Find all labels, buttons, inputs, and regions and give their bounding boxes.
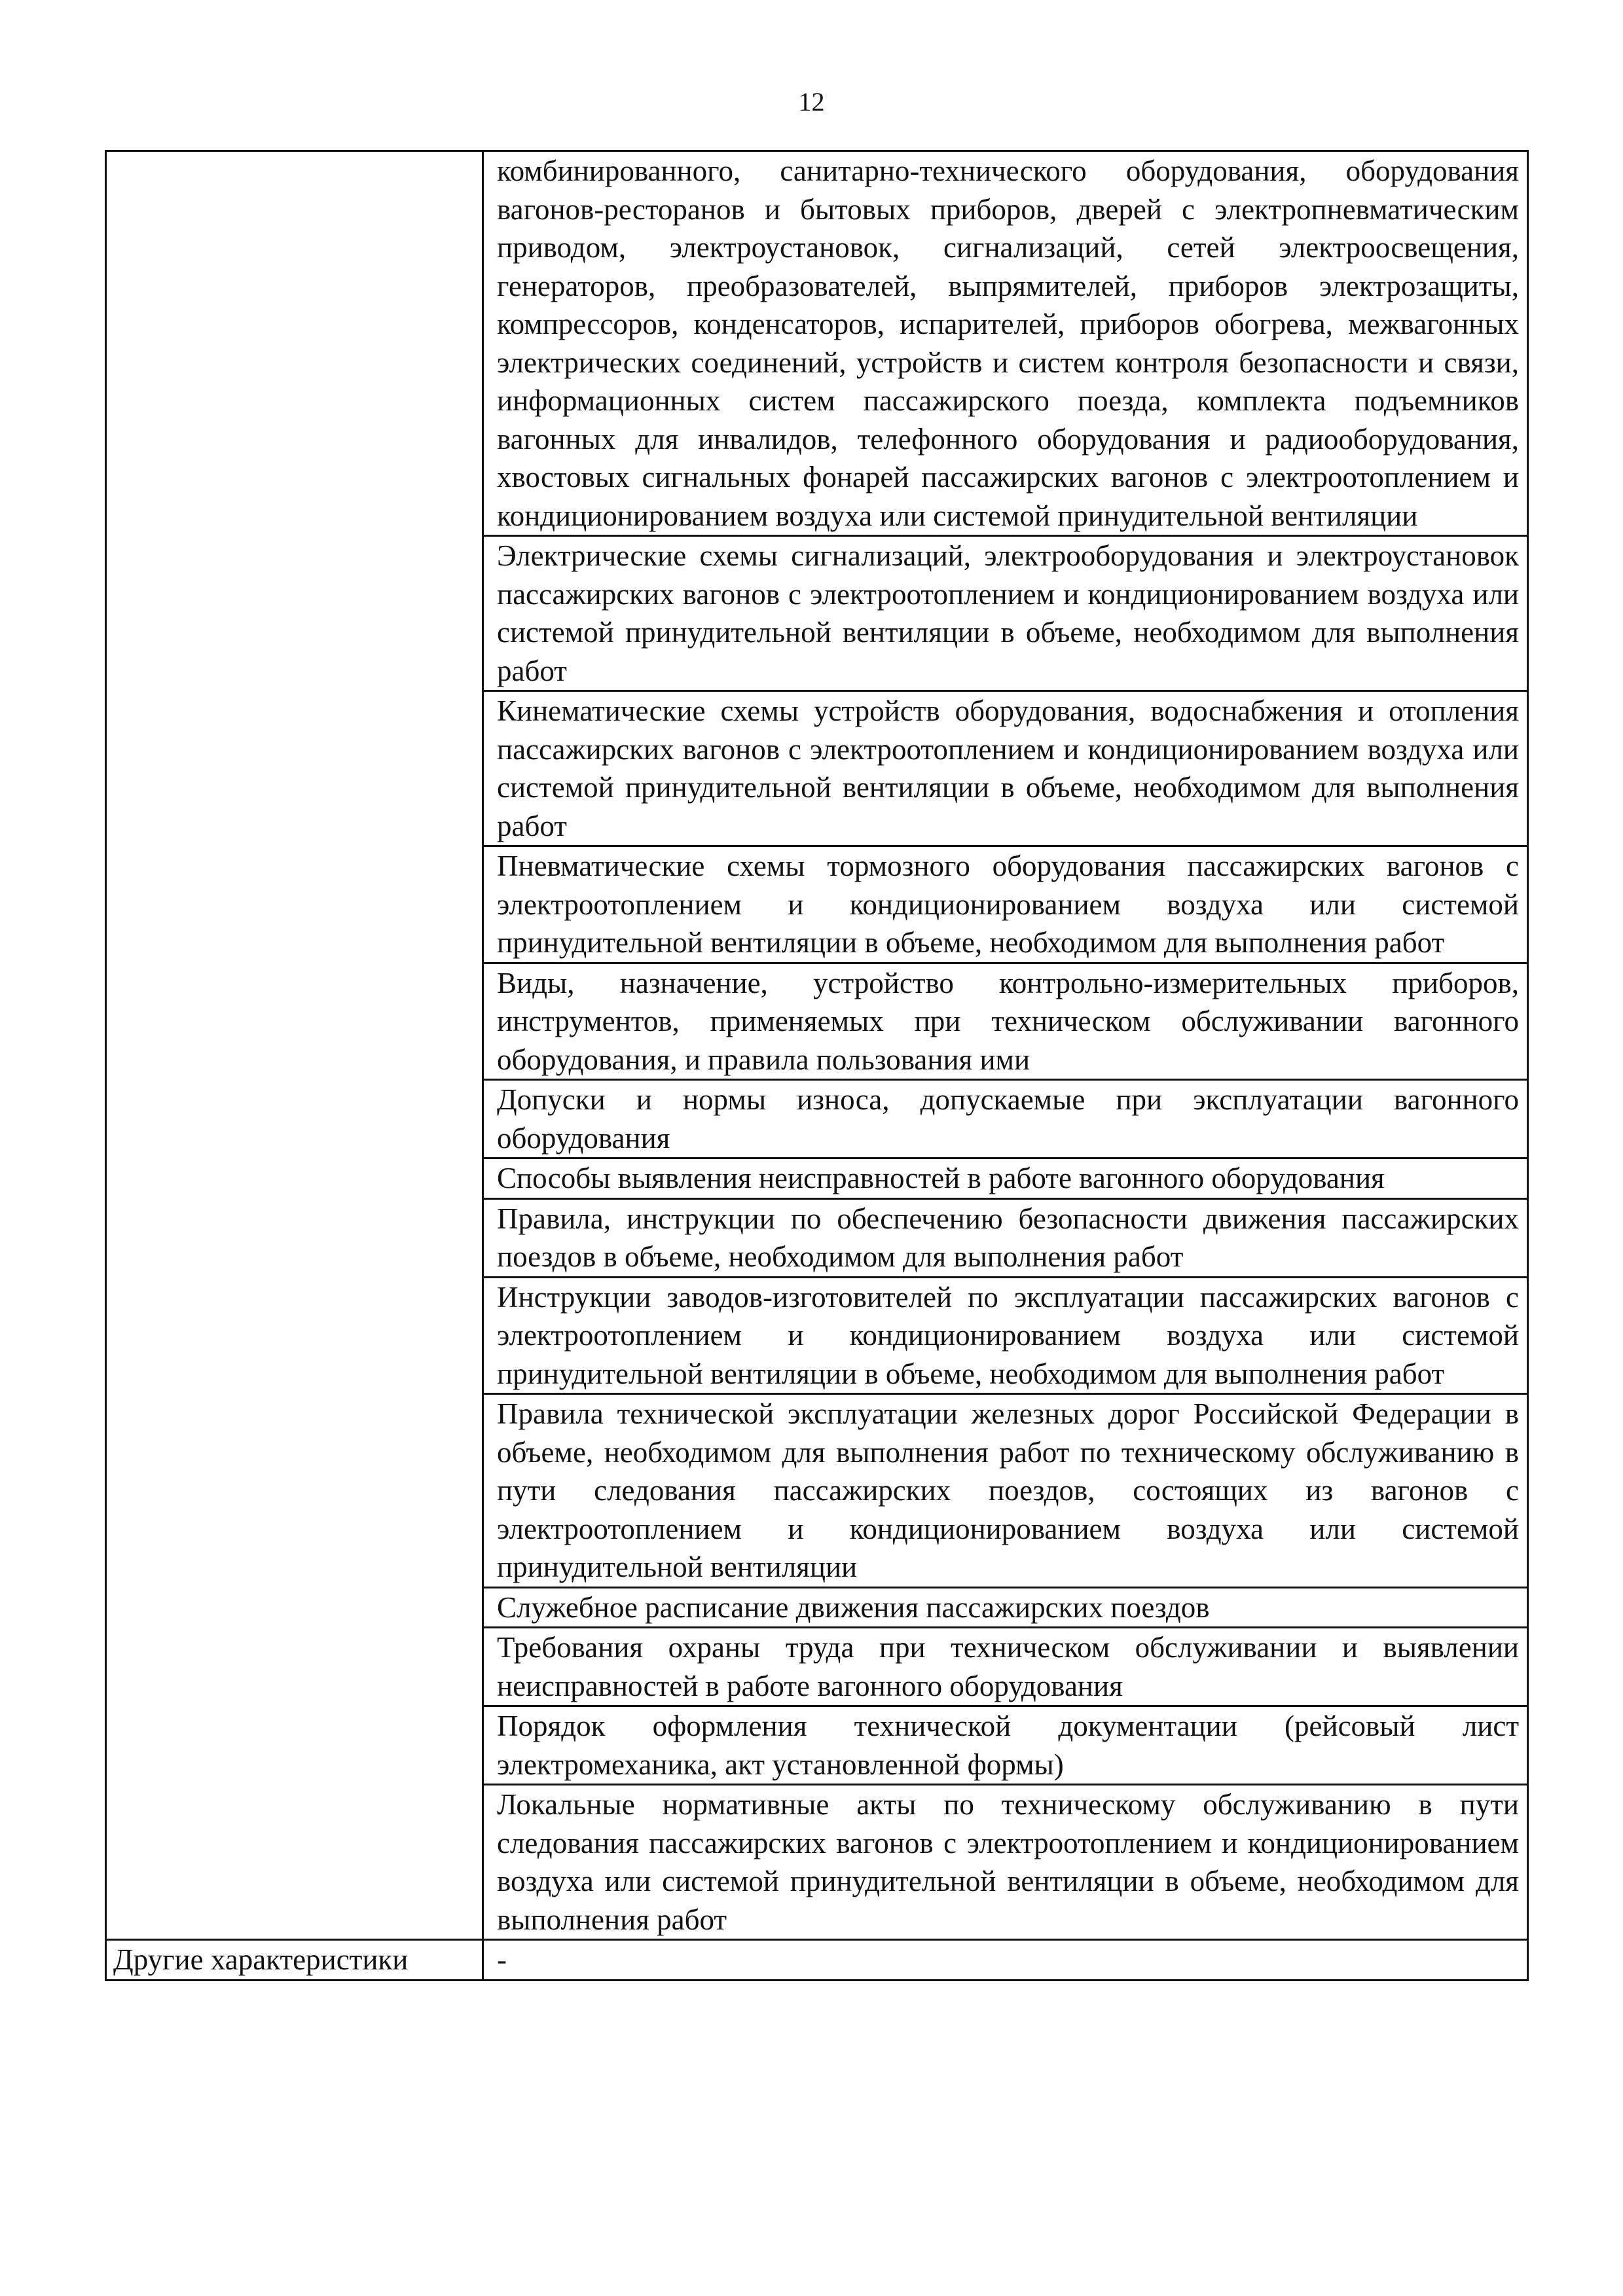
- other-characteristics-value: -: [483, 1940, 1528, 1981]
- knowledge-item: Требования охраны труда при техническом обслуживании и выявлении неисправностей в работе вагонного оборудования: [483, 1628, 1528, 1706]
- page-number: 12: [798, 87, 825, 117]
- knowledge-item: комбинированного, санитарно-технического оборудования, оборудования вагонов-ресторанов и бытовых приборов, дверей с электропневматическим приводом, электроустановок, сигнализаций, сетей электроосвещения, генераторов, преобразователей, выпрямителей, приборов электрозащиты, компрессоров, конденсаторов, испарителей, приборов обогрева, межвагонных электрических соединений, устройств и систем контроля безопасности и связи, информационных систем пассажирского поезда, комплекта подъемников вагонных для инвалидов, телефонного оборудования и радиооборудования, хвостовых сигнальных фонарей пассажирских вагонов с электроотоплением и кондиционированием воздуха или системой принудительной вентиляции: [483, 151, 1528, 536]
- knowledge-item: Инструкции заводов-изготовителей по эксплуатации пассажирских вагонов с электроотоплением и кондиционированием воздуха или системой принудительной вентиляции в объеме, необходимом для выполнения работ: [483, 1277, 1528, 1394]
- knowledge-item: Пневматические схемы тормозного оборудования пассажирских вагонов с электроотоплением и кондиционированием воздуха или системой принудительной вентиляции в объеме, необходимом для выполнения работ: [483, 846, 1528, 963]
- required-knowledge-label-cell: [106, 151, 483, 1940]
- knowledge-item: Виды, назначение, устройство контрольно-измерительных приборов, инструментов, применяемых при техническом обслуживании вагонного оборудования, и правила пользования ими: [483, 963, 1528, 1080]
- knowledge-item: Правила, инструкции по обеспечению безопасности движения пассажирских поездов в объеме, необходимом для выполнения работ: [483, 1198, 1528, 1277]
- other-characteristics-label: Другие характеристики: [106, 1940, 483, 1981]
- other-characteristics-row: [106, 1940, 1528, 1981]
- knowledge-item: Способы выявления неисправностей в работе вагонного оборудования: [483, 1158, 1528, 1199]
- knowledge-item: Служебное расписание движения пассажирских поездов: [483, 1587, 1528, 1628]
- knowledge-item: Правила технической эксплуатации железных дорог Российской Федерации в объеме, необходимом для выполнения работ по техническому обслуживанию в пути следования пассажирских поездов, состоящих из вагонов с электроотоплением и кондиционированием воздуха или системой принудительной вентиляции: [483, 1394, 1528, 1588]
- knowledge-requirements-table: [105, 150, 1529, 1981]
- table-row: [106, 151, 1528, 536]
- knowledge-item: Локальные нормативные акты по техническому обслуживанию в пути следования пассажирских вагонов с электроотоплением и кондиционированием воздуха или системой принудительной вентиляции в объеме, необходимом для выполнения работ: [483, 1785, 1528, 1940]
- knowledge-item: Кинематические схемы устройств оборудования, водоснабжения и отопления пассажирских вагонов с электроотоплением и кондиционированием воздуха или системой принудительной вентиляции в объеме, необходимом для выполнения работ: [483, 691, 1528, 846]
- knowledge-item: Электрические схемы сигнализаций, электрооборудования и электроустановок пассажирских вагонов с электроотоплением и кондиционированием воздуха или системой принудительной вентиляции в объеме, необходимом для выполнения работ: [483, 536, 1528, 691]
- knowledge-item: Порядок оформления технической документации (рейсовый лист электромеханика, акт установленной формы): [483, 1706, 1528, 1785]
- knowledge-item: Допуски и нормы износа, допускаемые при эксплуатации вагонного оборудования: [483, 1080, 1528, 1158]
